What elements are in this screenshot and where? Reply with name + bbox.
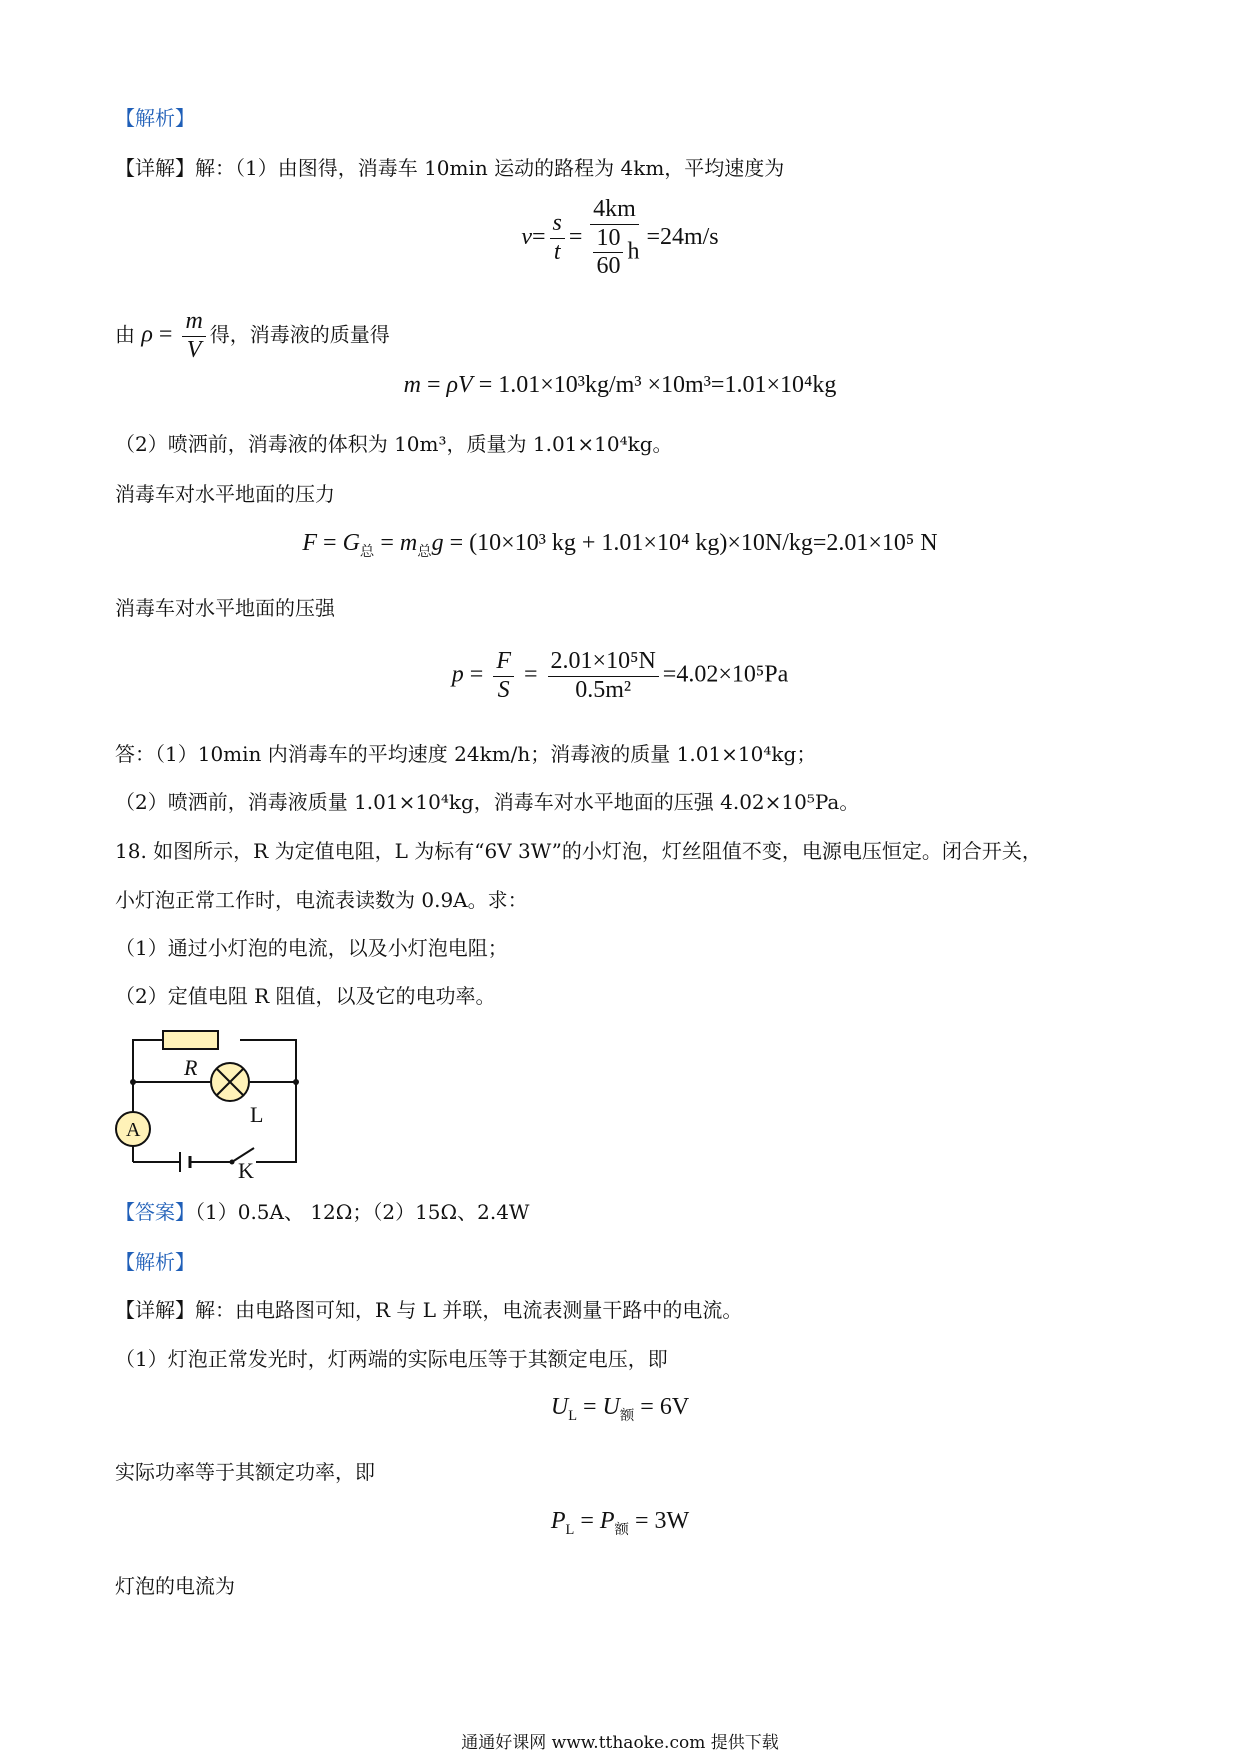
svg-text:L: L: [250, 1102, 264, 1127]
pressure-label: 消毒车对水平地面的压强: [115, 596, 335, 620]
equation-pressure: p = $\frac{F}{S}$ = $\frac{\text{2.01×10⁵N}}{\text{0.5m²}}$ =4.02×10⁵Pa: [451, 648, 789, 703]
q18-sub-2: （2）定值电阻 R 阻值，以及它的电功率。: [115, 984, 496, 1008]
svg-text:R: R: [184, 1055, 198, 1080]
circuit-diagram: [110, 1020, 310, 1180]
actual-power-label: 实际功率等于其额定功率，即: [115, 1460, 375, 1484]
xiangjie-tag: 【详解】: [115, 156, 195, 180]
q2-statement: （2）喷洒前，消毒液的体积为 10m³，质量为 1.01×10⁴kg。: [115, 432, 673, 456]
current-label: 灯泡的电流为: [115, 1574, 235, 1598]
equation-power: $P_L = P_额 = 3W$: [550, 1508, 690, 1538]
answer-summary: 【答案】（1）0.5A、 12Ω；（2）15Ω、2.4W: [115, 1200, 530, 1224]
equation-velocity: v= $\frac{s}{t}$ = 4km $\frac{10}{60}$ h =24m/s: [521, 196, 719, 280]
answer-line-2: （2）喷洒前，消毒液质量 1.01×10⁴kg，消毒车对水平地面的压强 4.02×10⁵Pa。: [115, 790, 860, 814]
svg-text:K: K: [238, 1158, 254, 1180]
equation-voltage: $U_L = U_额 = 6V$: [550, 1394, 690, 1424]
equation-force: $F = G_总 = m_总g = (10\times 10^3$ kg + 1.01×10⁴ kg)×10N/kg=2.01×10⁵ N: [302, 530, 938, 560]
battery: [180, 1152, 190, 1172]
lamp-l: [211, 1063, 249, 1101]
jiexi-heading: 【解析】: [115, 106, 195, 130]
footer: 通通好课网 www.tthaoke.com 提供下载: [461, 1733, 779, 1753]
q18-sub-1: （1）通过小灯泡的电流，以及小灯泡电阻；: [115, 936, 508, 960]
density-formula-line: 由 ρ = $\frac{m}{V}$ 得，消毒液的质量得: [115, 308, 390, 363]
resistor-r: [163, 1031, 218, 1049]
q18-jiexi-heading: 【解析】: [115, 1250, 195, 1274]
pressure-force-label: 消毒车对水平地面的压力: [115, 482, 335, 506]
q18-stem-1: 18. 如图所示，R 为定值电阻，L 为标有“6V 3W”的小灯泡，灯丝阻值不变，电源电压恒定。闭合开关，: [115, 839, 1042, 863]
answer-line-1: 答：（1）10min 内消毒车的平均速度 24km/h；消毒液的质量 1.01×10⁴kg；: [115, 742, 817, 766]
svg-text:A: A: [126, 1119, 141, 1141]
q18-stem-2: 小灯泡正常工作时，电流表读数为 0.9A。求：: [115, 888, 528, 912]
detail-intro: 【详解】解：（1）由图得，消毒车 10min 运动的路程为 4km，平均速度为: [115, 156, 785, 180]
q18-step-1: （1）灯泡正常发光时，灯两端的实际电压等于其额定电压，即: [115, 1347, 668, 1371]
equation-mass: m = ρV = 1.01×10³kg/m³ ×10m³=1.01×10⁴kg: [403, 372, 837, 398]
q18-detail: 【详解】解：由电路图可知，R 与 L 并联，电流表测量干路中的电流。: [115, 1298, 743, 1322]
